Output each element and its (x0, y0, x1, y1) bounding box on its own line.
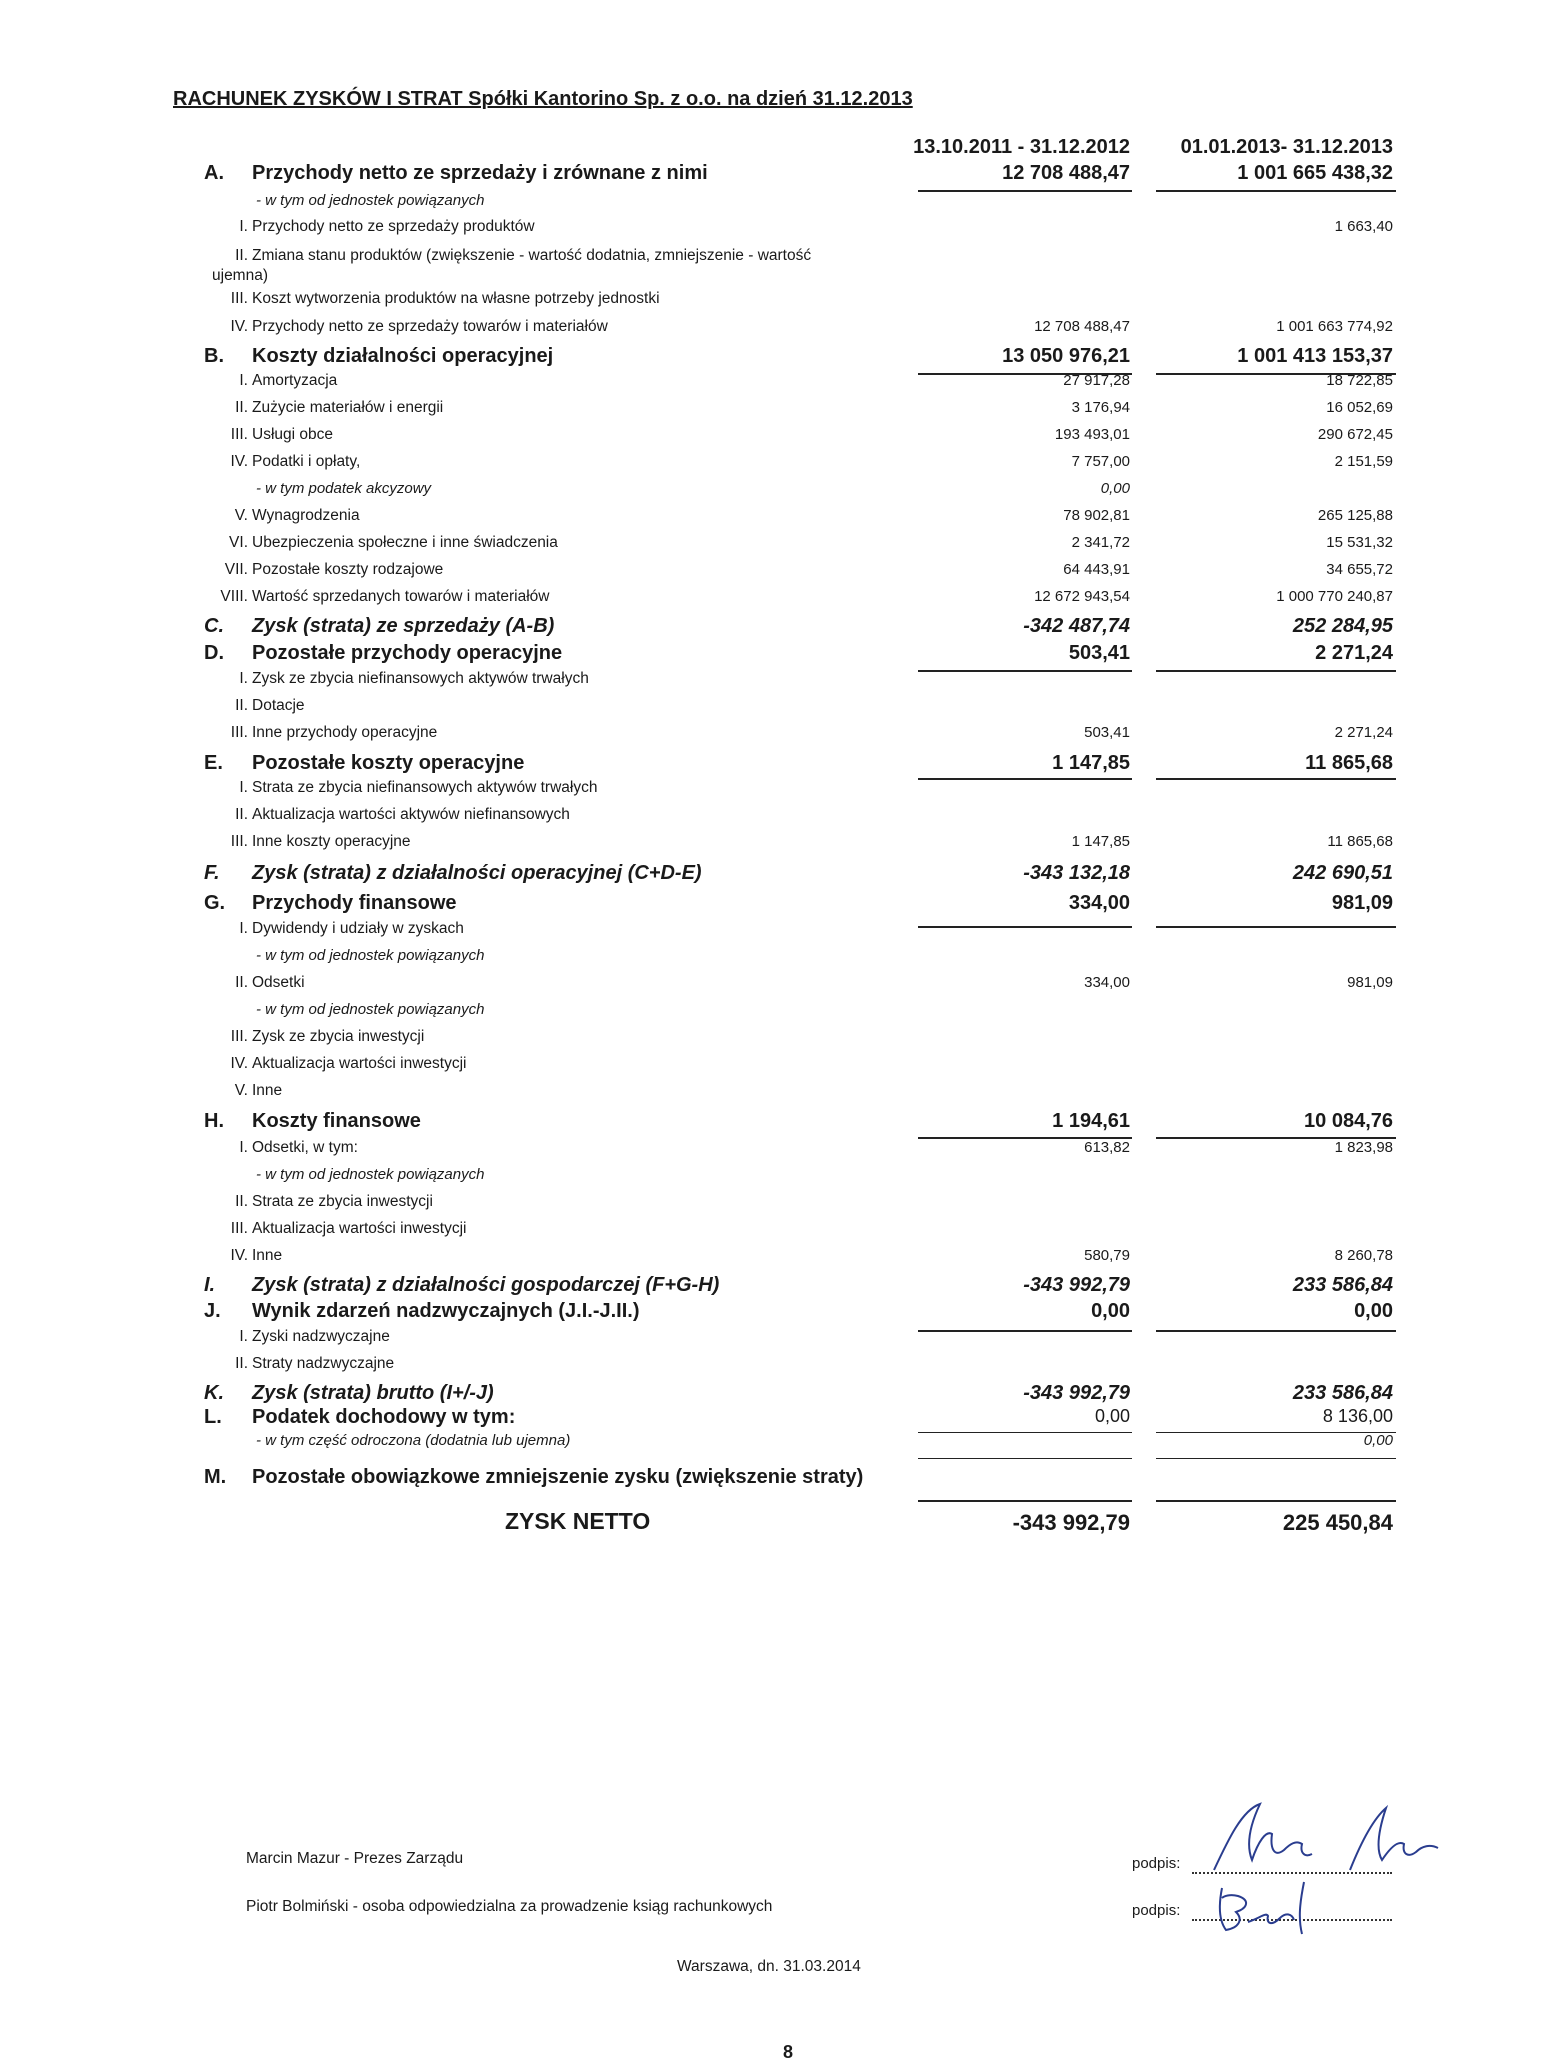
note-label: - w tym od jednostek powiązanych (256, 1166, 485, 1183)
item-number: IV. (230, 453, 248, 470)
signer-president: Marcin Mazur - Prezes Zarządu (246, 1850, 464, 1867)
item-label: Wartość sprzedanych towarów i materiałów (252, 588, 550, 605)
item-number: III. (230, 833, 248, 850)
item-number: II. (235, 247, 248, 264)
column-header-2012: 13.10.2011 - 31.12.2012 (913, 136, 1130, 158)
value-2012: 64 443,91 (1063, 561, 1130, 578)
value-2012: 334,00 (1068, 892, 1130, 914)
item-label: Pozostałe koszty rodzajowe (252, 561, 444, 578)
item-number: II. (235, 1193, 248, 1210)
item-number: III. (230, 1220, 248, 1237)
item-label: Koszt wytworzenia produktów na własne potrzeby jednostki (252, 290, 660, 307)
item-row (0, 1247, 1566, 1273)
section-letter: M. (204, 1466, 227, 1488)
value-2012: 78 902,81 (1063, 507, 1130, 524)
item-label-group (212, 1355, 394, 1373)
value-2013: 0,00 (1363, 1432, 1393, 1449)
item-label: Dywidendy i udziały w zyskach (252, 920, 464, 937)
item-label-group (212, 697, 305, 715)
netto-top-rule-col2 (1156, 1500, 1396, 1502)
item-number: VII. (224, 561, 248, 578)
item-row (0, 1328, 1566, 1354)
item-row (0, 318, 1566, 344)
item-label-group (212, 218, 535, 236)
value-2013: 10 084,76 (1304, 1110, 1393, 1132)
section-letter: H. (204, 1110, 224, 1132)
item-row (0, 920, 1566, 946)
item-label-group (212, 318, 608, 336)
section-label: Przychody finansowe (252, 892, 457, 914)
section-letter: G. (204, 892, 226, 914)
item-label-group (212, 1193, 433, 1211)
item-label-group (212, 833, 411, 851)
section-letter: B. (204, 345, 224, 367)
item-number: III. (230, 290, 248, 307)
item-label: Straty nadzwyczajne (252, 1355, 395, 1372)
value-2013: 981,09 (1331, 892, 1393, 914)
section-letter: L. (204, 1406, 222, 1428)
value-2012: 0,00 (1100, 480, 1130, 497)
item-row (0, 372, 1566, 398)
value-2013: 16 052,69 (1326, 399, 1393, 416)
value-2013: 2 151,59 (1334, 453, 1393, 470)
section-letter: E. (204, 752, 223, 774)
note-row (0, 1166, 1566, 1192)
value-2013: 34 655,72 (1326, 561, 1393, 578)
section-label: Wynik zdarzeń nadzwyczajnych (J.I.-J.II.) (252, 1300, 640, 1322)
note-label: - w tym od jednostek powiązanych (256, 192, 485, 209)
net-profit-2013: 225 450,84 (1282, 1510, 1393, 1535)
value-2013: 1 000 770 240,87 (1276, 588, 1393, 605)
item-row (0, 561, 1566, 587)
net-profit-label: ZYSK NETTO (505, 1508, 651, 1534)
item-number: I. (239, 1328, 248, 1345)
section-row (0, 1110, 1566, 1138)
section-label: Koszty działalności operacyjnej (252, 345, 554, 367)
value-2012: 1 147,85 (1071, 833, 1130, 850)
item-label-group (212, 246, 852, 286)
value-2012: -343 992,79 (1023, 1274, 1130, 1296)
column-header-2013: 01.01.2013- 31.12.2013 (1180, 136, 1393, 158)
item-label: Inne przychody operacyjne (252, 724, 438, 741)
item-label: Inne koszty operacyjne (252, 833, 411, 850)
item-row (0, 588, 1566, 614)
item-number: I. (239, 670, 248, 687)
netto-top-rule-col1 (918, 1500, 1132, 1502)
section-label: Przychody netto ze sprzedaży i zrównane z nimi (252, 162, 708, 184)
value-2012: 27 917,28 (1063, 372, 1130, 389)
item-row (0, 1193, 1566, 1219)
section-label: Podatek dochodowy w tym: (252, 1406, 516, 1428)
item-number: III. (230, 1028, 248, 1045)
value-2012: 0,00 (1091, 1300, 1130, 1322)
section-rule-col2 (1156, 1458, 1396, 1459)
section-row (0, 1466, 1566, 1494)
value-2013: 18 722,85 (1326, 372, 1393, 389)
item-row (0, 806, 1566, 832)
value-2013: 1 001 663 774,92 (1276, 318, 1393, 335)
item-row (0, 218, 1566, 244)
section-row (0, 1300, 1566, 1328)
item-row (0, 1355, 1566, 1381)
item-row (0, 724, 1566, 750)
value-2013: 1 663,40 (1334, 218, 1393, 235)
section-row (0, 1406, 1566, 1434)
item-label: Przychody netto ze sprzedaży towarów i materiałów (252, 318, 608, 335)
item-label: Usługi obce (252, 426, 333, 443)
value-2012: 7 757,00 (1071, 453, 1130, 470)
item-number: II. (235, 974, 248, 991)
section-label: Pozostałe koszty operacyjne (252, 752, 525, 774)
value-2013: 290 672,45 (1317, 426, 1393, 443)
section-letter: K. (204, 1382, 224, 1404)
value-2012: 1 147,85 (1052, 752, 1130, 774)
item-label-group (212, 806, 570, 824)
item-number: III. (230, 724, 248, 741)
item-label: Amortyzacja (252, 372, 338, 389)
section-rule-col1 (918, 1458, 1132, 1459)
item-label: Odsetki (252, 974, 305, 991)
item-number: I. (239, 1139, 248, 1156)
value-2012: -343 992,79 (1023, 1382, 1130, 1404)
item-row (0, 426, 1566, 452)
item-label-group (212, 561, 443, 579)
item-label: Aktualizacja wartości aktywów niefinansowych (252, 806, 570, 823)
item-row (0, 670, 1566, 696)
section-label: Zysk (strata) ze sprzedaży (A-B) (252, 615, 555, 637)
item-number: VI. (229, 534, 248, 551)
item-label: Strata ze zbycia inwestycji (252, 1193, 433, 1210)
item-row (0, 290, 1566, 316)
item-row (0, 507, 1566, 533)
item-number: II. (235, 697, 248, 714)
value-2013: 252 284,95 (1292, 615, 1393, 637)
item-number: V. (234, 1082, 248, 1099)
item-row (0, 974, 1566, 1000)
item-label-group (212, 920, 464, 938)
place-and-date: Warszawa, dn. 31.03.2014 (677, 1958, 861, 1975)
value-2012: 3 176,94 (1071, 399, 1130, 416)
section-row (0, 1274, 1566, 1302)
item-row (0, 1220, 1566, 1246)
value-2012: 2 341,72 (1071, 534, 1130, 551)
note-label: - w tym od jednostek powiązanych (256, 1001, 485, 1018)
value-2012: 12 708 488,47 (1034, 318, 1130, 335)
item-label: Wynagrodzenia (252, 507, 360, 524)
value-2013: 11 865,68 (1305, 752, 1393, 774)
value-2013: 11 865,68 (1327, 833, 1393, 850)
item-label-group (212, 724, 437, 742)
item-label-group (212, 1055, 467, 1073)
item-label-group (212, 1220, 467, 1238)
note-row (0, 947, 1566, 973)
item-number: IV. (230, 1055, 248, 1072)
section-label: Pozostałe przychody operacyjne (252, 642, 563, 664)
section-row (0, 862, 1566, 890)
item-row (0, 453, 1566, 479)
item-row (0, 399, 1566, 425)
item-number: III. (230, 426, 248, 443)
item-label-group (212, 453, 360, 471)
section-letter: J. (204, 1300, 221, 1322)
item-label: Odsetki, w tym: (252, 1139, 358, 1156)
item-number: I. (239, 218, 248, 235)
item-number: II. (235, 806, 248, 823)
item-label: Inne (252, 1247, 283, 1264)
item-row (0, 534, 1566, 560)
item-label: Dotacje (252, 697, 305, 714)
item-label-group (212, 779, 597, 797)
value-2012: 12 708 488,47 (1002, 162, 1130, 184)
value-2013: 8 260,78 (1334, 1247, 1393, 1264)
value-2012: 334,00 (1084, 974, 1130, 991)
item-label: Przychody netto ze sprzedaży produktów (252, 218, 535, 235)
section-row (0, 345, 1566, 373)
value-2012: 503,41 (1084, 724, 1130, 741)
item-row (0, 1055, 1566, 1081)
value-2012: 0,00 (1094, 1406, 1130, 1426)
signature-accountant-handwritten (1208, 1878, 1338, 1938)
value-2012: 503,41 (1068, 642, 1130, 664)
section-row (0, 615, 1566, 643)
item-label: Zużycie materiałów i energii (252, 399, 444, 416)
document-title: RACHUNEK ZYSKÓW I STRAT Spółki Kantorino Sp. z o.o. na dzień 31.12.2013 (173, 88, 913, 110)
value-2013: 242 690,51 (1292, 862, 1393, 884)
item-label: Aktualizacja wartości inwestycji (252, 1055, 467, 1072)
section-row (0, 162, 1566, 190)
section-label: Zysk (strata) brutto (I+/-J) (252, 1382, 494, 1404)
section-letter: I. (204, 1274, 216, 1296)
item-label: Podatki i opłaty, (252, 453, 361, 470)
item-number: IV. (230, 318, 248, 335)
value-2013: 0,00 (1354, 1300, 1393, 1322)
value-2013: 1 001 665 438,32 (1237, 162, 1393, 184)
item-label: Zysk ze zbycia inwestycji (252, 1028, 425, 1045)
section-row (0, 752, 1566, 780)
item-number: IV. (230, 1247, 248, 1264)
value-2013: 233 586,84 (1292, 1382, 1393, 1404)
item-label-group (212, 1028, 424, 1046)
page-number: 8 (783, 2042, 794, 2062)
item-label: Zyski nadzwyczajne (252, 1328, 390, 1345)
item-label: Ubezpieczenia społeczne i inne świadczenia (252, 534, 558, 551)
value-2013: 8 136,00 (1322, 1406, 1393, 1426)
item-label-group (212, 1139, 358, 1157)
value-2012: 580,79 (1084, 1247, 1130, 1264)
section-row (0, 642, 1566, 670)
item-number: I. (239, 372, 248, 389)
item-row (0, 833, 1566, 859)
item-label-group (212, 1082, 282, 1100)
item-label: Inne (252, 1082, 283, 1099)
section-letter: C. (204, 615, 224, 637)
note-label: - w tym od jednostek powiązanych (256, 947, 485, 964)
signature-president-handwritten (1200, 1800, 1450, 1880)
section-label: Zysk (strata) z działalności gospodarczej (F+G-H) (252, 1274, 720, 1296)
value-2012: -343 132,18 (1023, 862, 1130, 884)
value-2013: 2 271,24 (1334, 724, 1393, 741)
value-2013: 1 823,98 (1334, 1139, 1393, 1156)
item-number: V. (234, 507, 248, 524)
section-letter: D. (204, 642, 224, 664)
value-2012: 13 050 976,21 (1002, 345, 1130, 367)
item-row (0, 697, 1566, 723)
item-label: Aktualizacja wartości inwestycji (252, 1220, 467, 1237)
note-row (0, 192, 1566, 218)
value-2012: 12 672 943,54 (1034, 588, 1130, 605)
item-label-group (212, 1328, 390, 1346)
item-label-group (212, 1247, 282, 1265)
value-2013: 233 586,84 (1292, 1274, 1393, 1296)
item-row (0, 1082, 1566, 1108)
item-number: I. (239, 779, 248, 796)
section-letter: A. (204, 162, 224, 184)
value-2013: 15 531,32 (1326, 534, 1393, 551)
value-2012: -342 487,74 (1023, 615, 1130, 637)
item-label-group (212, 974, 305, 992)
note-row (0, 1001, 1566, 1027)
item-row (0, 779, 1566, 805)
item-number: VIII. (220, 588, 248, 605)
item-row (0, 246, 1566, 284)
value-2013: 265 125,88 (1317, 507, 1393, 524)
item-label-group (212, 426, 333, 444)
item-label-group (212, 372, 337, 390)
note-row (0, 1432, 1566, 1458)
value-2013: 981,09 (1347, 974, 1393, 991)
item-label-group (212, 507, 360, 525)
item-row (0, 1139, 1566, 1165)
net-profit-2012: -343 992,79 (1012, 1510, 1130, 1535)
section-label: Zysk (strata) z działalności operacyjnej (C+D-E) (252, 862, 702, 884)
value-2012: 1 194,61 (1052, 1110, 1130, 1132)
signer-accountant: Piotr Bolmiński - osoba odpowiedzialna za prowadzenie ksiąg rachunkowych (246, 1898, 773, 1915)
item-label-group (212, 399, 443, 417)
note-label: - w tym część odroczona (dodatnia lub ujemna) (256, 1432, 571, 1449)
value-2012: 193 493,01 (1054, 426, 1130, 443)
note-row (0, 480, 1566, 506)
item-row (0, 1028, 1566, 1054)
item-label: Strata ze zbycia niefinansowych aktywów trwałych (252, 779, 598, 796)
item-label-group (212, 534, 558, 552)
section-label: Pozostałe obowiązkowe zmniejszenie zysku (zwiększenie straty) (252, 1466, 864, 1488)
item-number: II. (235, 1355, 248, 1372)
note-label: - w tym podatek akcyzowy (256, 480, 432, 497)
section-row (0, 892, 1566, 920)
value-2012: 613,82 (1084, 1139, 1130, 1156)
item-label-group (212, 588, 549, 606)
value-2013: 2 271,24 (1315, 642, 1393, 664)
signature-label-2: podpis: (1132, 1902, 1181, 1919)
section-label: Koszty finansowe (252, 1110, 421, 1132)
section-letter: F. (204, 862, 220, 884)
item-label: Zysk ze zbycia niefinansowych aktywów trwałych (252, 670, 589, 687)
item-label: Zmiana stanu produktów (zwiększenie - wartość dodatnia, zmniejszenie - wartość ujemna) (212, 247, 812, 284)
signature-label-1: podpis: (1132, 1855, 1181, 1872)
item-label-group (212, 670, 589, 688)
item-label-group (212, 290, 660, 308)
item-number: II. (235, 399, 248, 416)
value-2013: 1 001 413 153,37 (1237, 345, 1393, 367)
item-number: I. (239, 920, 248, 937)
